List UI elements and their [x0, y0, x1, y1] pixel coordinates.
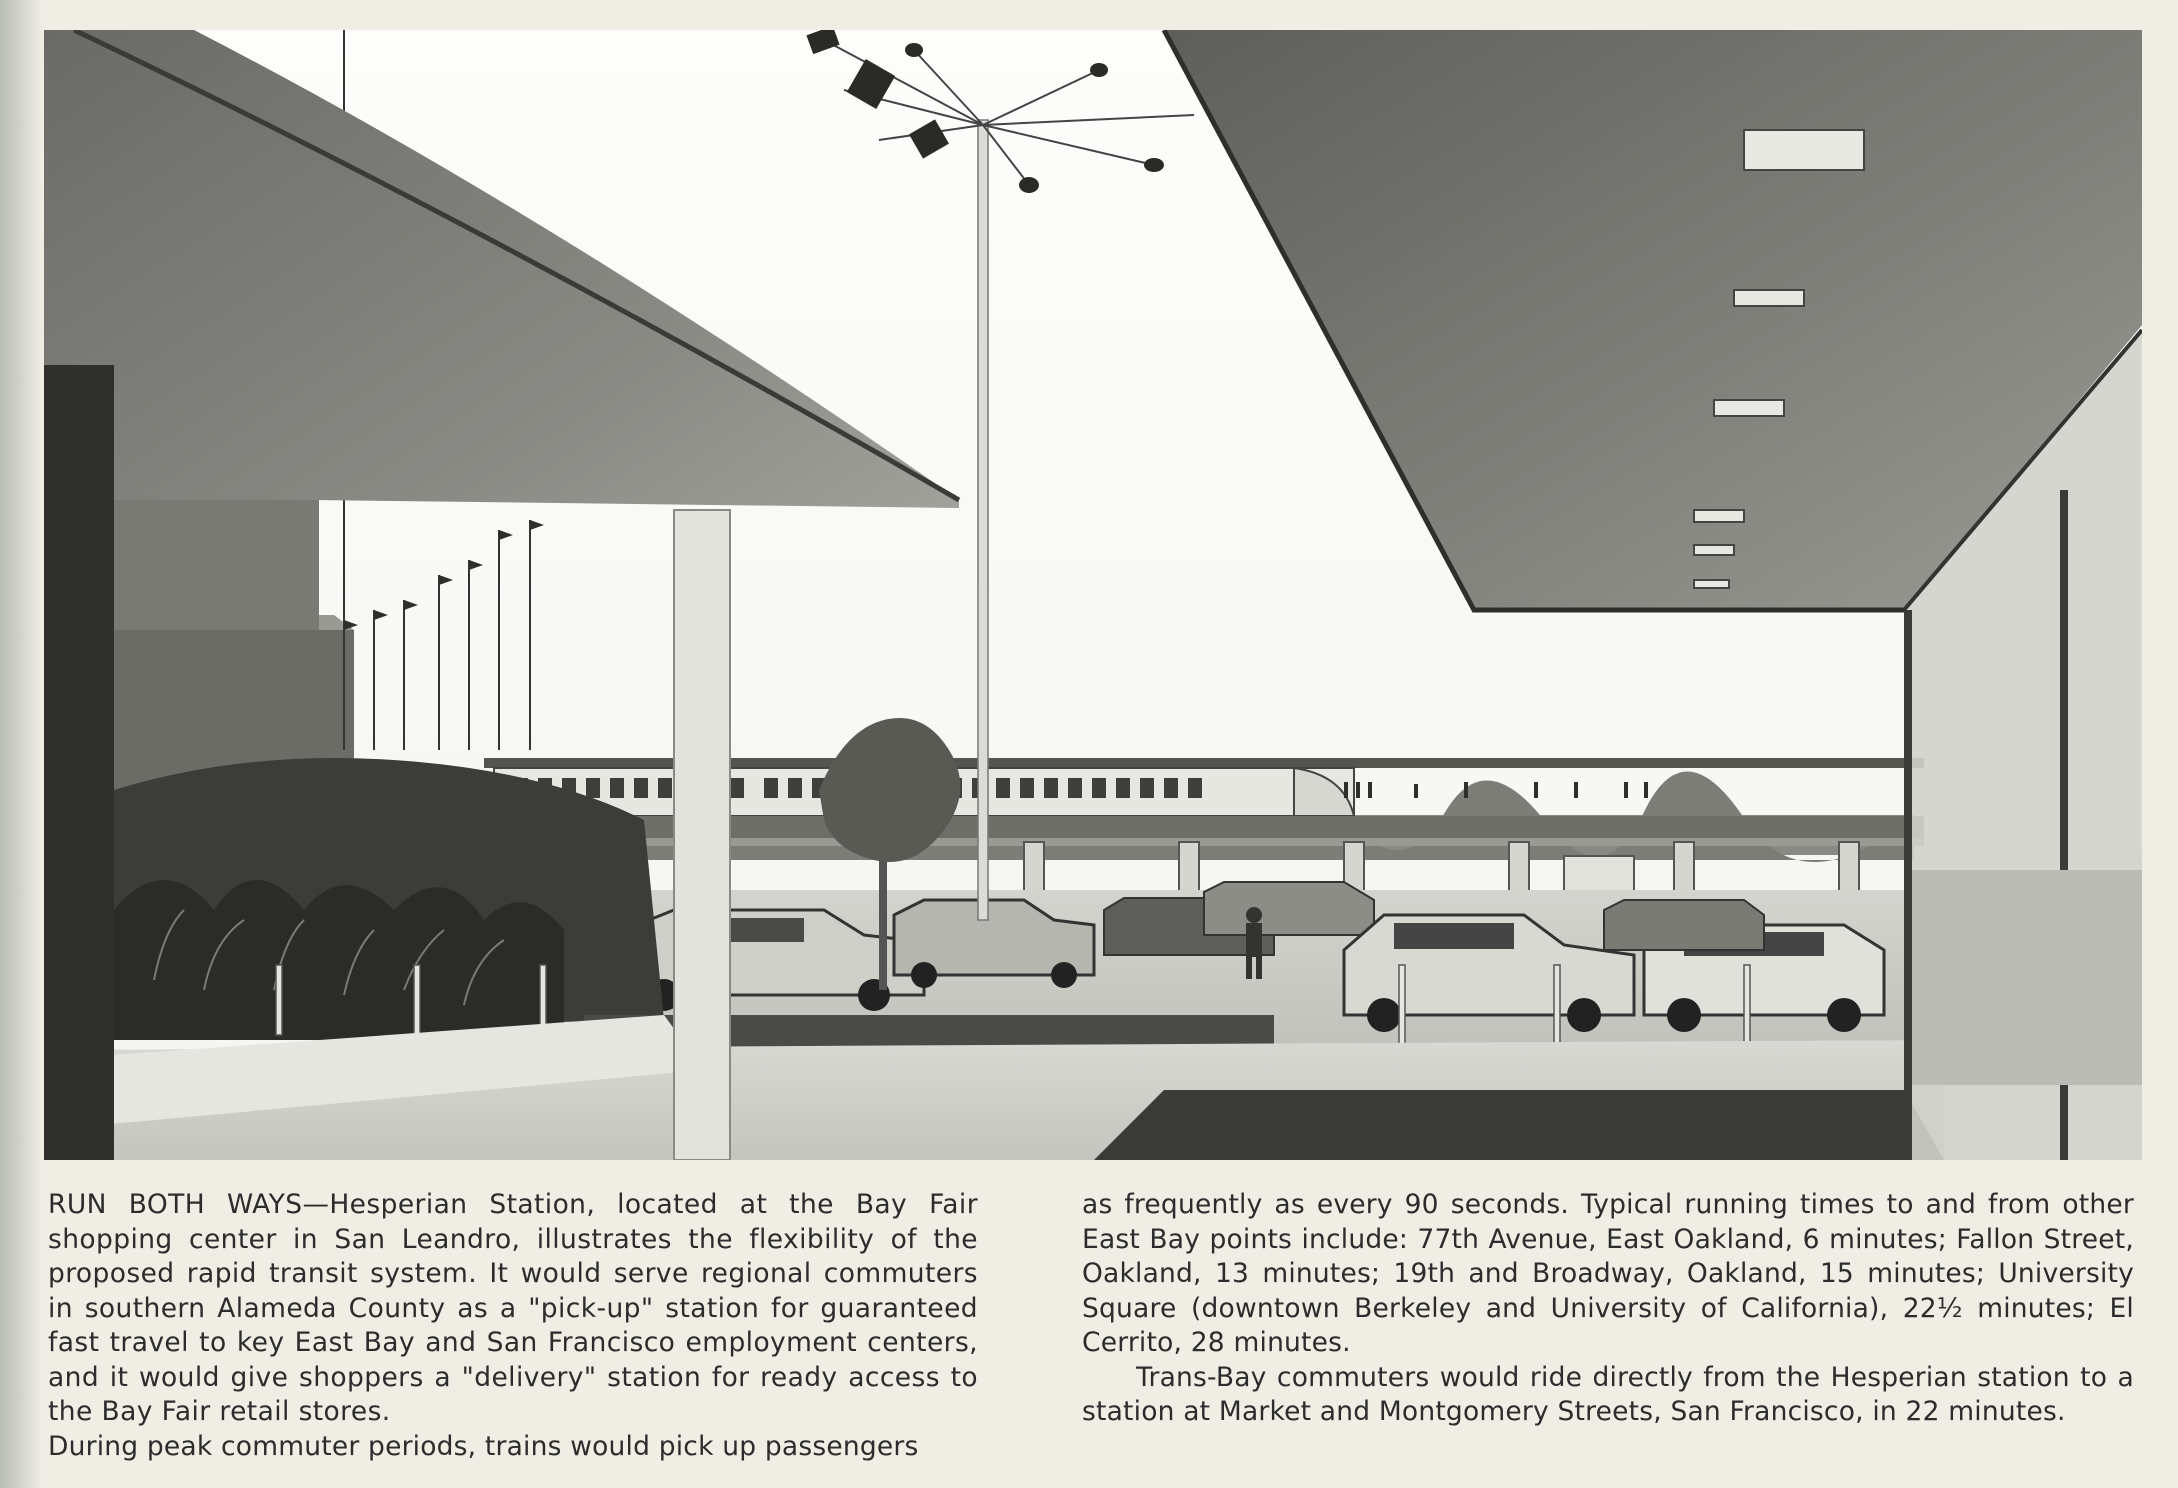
glass-lower-panel [1912, 870, 2142, 1085]
caption-right-paragraph-1: as frequently as every 90 seconds. Typical running times to and from other East Bay points include: 77th Avenue, East Oakland, 6 minutes; Fallon Street, Oakland, 13 minutes; 19th and Broadway, Oakland, 15 minutes; University Square (downtown Berkeley and University of California), 22½ minutes; El Cerrito, 28 minutes. [1082, 1189, 2134, 1358]
caption-left-paragraph-2: During peak commuter periods, trains would pick up passengers [48, 1430, 919, 1462]
glass-mullion-1 [1904, 610, 1912, 1160]
left-canopy-soffit [104, 500, 319, 630]
caption-left-paragraph-1: RUN BOTH WAYS—Hesperian Station, located at the Bay Fair shopping center in San Leandro, illustrates the flexibility of the proposed rapid transit system. It would serve regional commuters in southern Alameda County as a "pick-up" station for guaranteed fast travel to key East Bay and San Francisco employment centers, and it would give shoppers a "delivery" station for ready access to the Bay Fair retail stores. [48, 1189, 978, 1427]
page-binding-edge [0, 0, 42, 1488]
station-photograph [44, 30, 2142, 1160]
caption-left-column [48, 1188, 978, 1464]
left-dark-column [44, 365, 114, 1160]
caption-right-column [1082, 1188, 2134, 1430]
plaza-shadow [1094, 1090, 1944, 1160]
caption-right-paragraph-2: Trans-Bay commuters would ride directly from the Hesperian station to a station at Market and Montgomery Streets, San Francisco, in 22 minutes. [1082, 1361, 2134, 1427]
center-white-column [674, 510, 730, 1160]
